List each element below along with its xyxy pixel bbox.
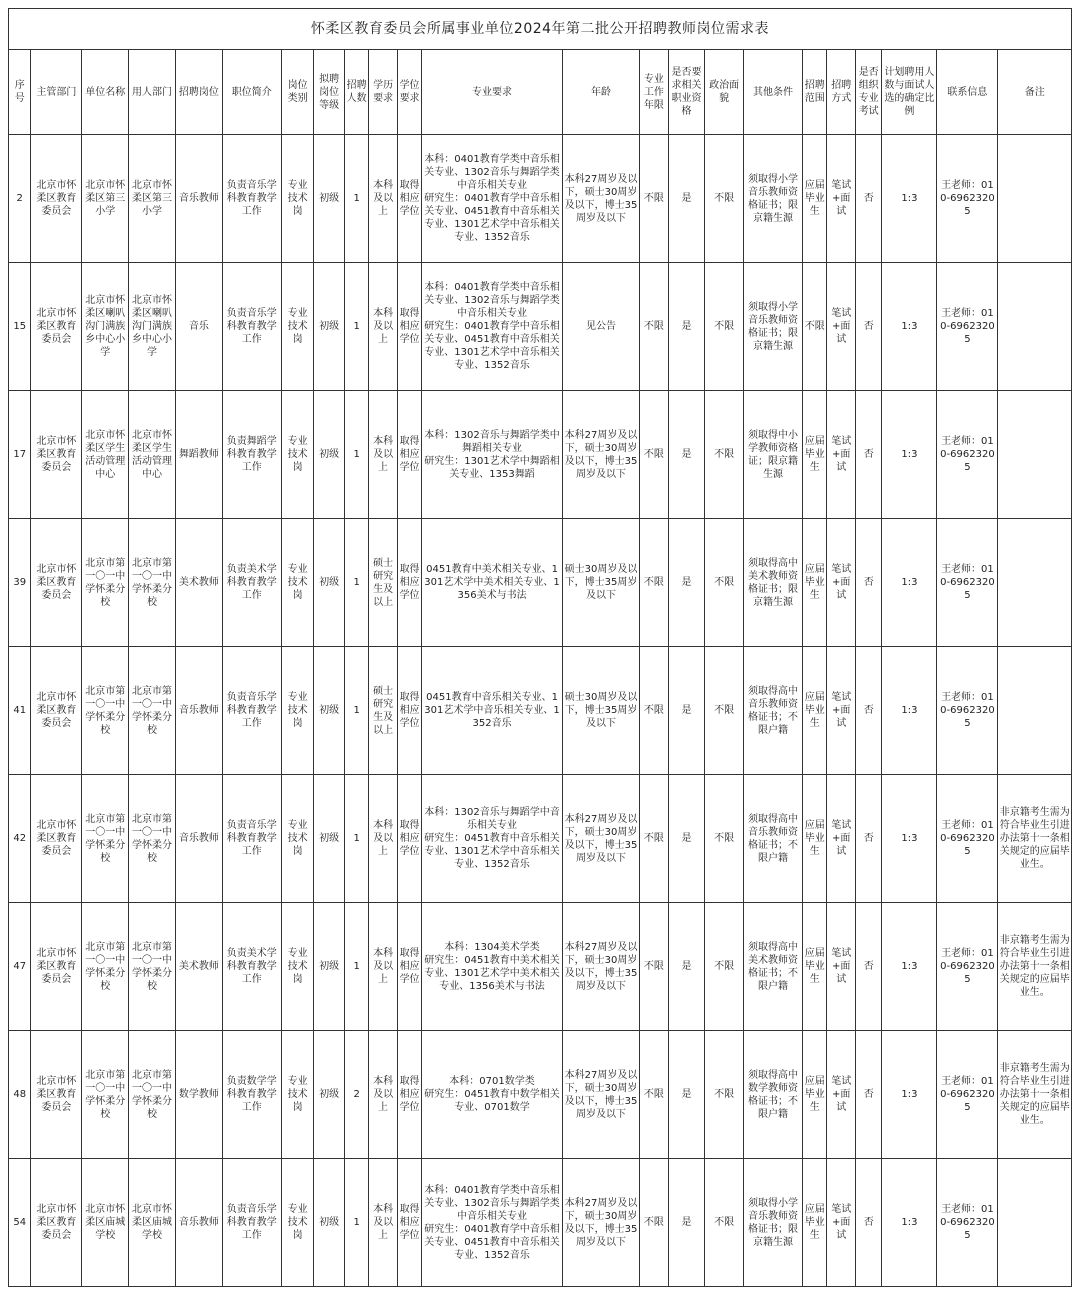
table-cell: 0451教育中音乐相关专业、1301艺术学中音乐相关专业、1352音乐 [422, 647, 563, 775]
table-cell: 否 [855, 135, 881, 263]
table-cell: 不限 [640, 1031, 669, 1159]
table-cell: 0451教育中美术相关专业、1301艺术学中美术相关专业、1356美术与书法 [422, 519, 563, 647]
column-header: 招聘范围 [803, 50, 827, 135]
table-cell: 负责音乐学科教育教学工作 [222, 263, 281, 391]
table-cell: 1 [344, 647, 368, 775]
table-cell: 1:3 [882, 647, 937, 775]
table-cell: 北京市第一〇一中学怀柔分校 [82, 519, 129, 647]
table-cell: 北京市第一〇一中学怀柔分校 [82, 903, 129, 1031]
table-cell: 是 [668, 263, 705, 391]
column-header: 备注 [998, 50, 1072, 135]
table-cell: 是 [668, 903, 705, 1031]
table-cell: 2 [9, 135, 31, 263]
table-cell: 北京市怀柔区教育委员会 [31, 135, 82, 263]
table-cell: 1:3 [882, 519, 937, 647]
table-row [9, 903, 1072, 1031]
table-cell: 是 [668, 775, 705, 903]
table-cell: 取得相应学位 [397, 647, 421, 775]
table-cell: 是 [668, 1031, 705, 1159]
table-cell: 北京市怀柔区庙城学校 [129, 1159, 176, 1287]
table-cell: 应届毕业生 [803, 391, 827, 519]
table-cell: 专业技术岗 [281, 775, 314, 903]
table-cell: 须取得中小学教师资格证；限京籍生源 [743, 391, 802, 519]
table-cell: 须取得小学音乐教师资格证书；限京籍生源 [743, 1159, 802, 1287]
table-cell: 1 [344, 263, 368, 391]
column-header: 岗位类别 [281, 50, 314, 135]
table-cell: 否 [855, 391, 881, 519]
table-cell: 应届毕业生 [803, 519, 827, 647]
column-header: 专业工作年限 [640, 50, 669, 135]
table-cell: 音乐教师 [175, 775, 222, 903]
column-header: 年龄 [562, 50, 639, 135]
table-cell: 应届毕业生 [803, 1031, 827, 1159]
table-cell: 须取得高中美术教师资格证书；限京籍生源 [743, 519, 802, 647]
table-cell: 1 [344, 135, 368, 263]
table-cell: 北京市第一〇一中学怀柔分校 [129, 647, 176, 775]
table-cell: 否 [855, 1159, 881, 1287]
table-cell: 1 [344, 775, 368, 903]
table-cell: 取得相应学位 [397, 519, 421, 647]
table-cell [998, 135, 1072, 263]
table-cell: 负责音乐学科教育教学工作 [222, 775, 281, 903]
table-cell: 负责美术学科教育教学工作 [222, 519, 281, 647]
column-header: 是否组织专业考试 [855, 50, 881, 135]
table-cell: 取得相应学位 [397, 775, 421, 903]
table-row [9, 263, 1072, 391]
table-cell: 美术教师 [175, 903, 222, 1031]
table-cell: 北京市怀柔区教育委员会 [31, 647, 82, 775]
table-cell: 北京市第一〇一中学怀柔分校 [82, 1031, 129, 1159]
table-cell: 初级 [314, 903, 345, 1031]
table-cell: 1:3 [882, 903, 937, 1031]
table-cell: 非京籍考生需为符合毕业生引进办法第十一条相关规定的应届毕业生。 [998, 903, 1072, 1031]
table-cell: 不限 [705, 263, 744, 391]
table-cell: 本科及以上 [369, 135, 398, 263]
table-cell: 是 [668, 391, 705, 519]
table-cell: 不限 [640, 647, 669, 775]
table-cell: 本科及以上 [369, 263, 398, 391]
column-header: 学历要求 [369, 50, 398, 135]
column-header: 其他条件 [743, 50, 802, 135]
table-cell: 初级 [314, 647, 345, 775]
table-cell: 北京市第一〇一中学怀柔分校 [129, 903, 176, 1031]
table-cell: 王老师：010-69623205 [937, 775, 998, 903]
table-cell: 须取得高中数学教师资格证书；不限户籍 [743, 1031, 802, 1159]
table-cell: 专业技术岗 [281, 903, 314, 1031]
table-cell: 不限 [640, 775, 669, 903]
table-cell: 本科27周岁及以下，硕士30周岁及以下，博士35周岁及以下 [562, 903, 639, 1031]
table-cell: 硕士研究生及以上 [369, 519, 398, 647]
table-cell: 笔试+面试 [827, 775, 856, 903]
table-cell: 本科27周岁及以下，硕士30周岁及以下，博士35周岁及以下 [562, 775, 639, 903]
table-cell: 美术教师 [175, 519, 222, 647]
table-cell: 否 [855, 519, 881, 647]
table-cell: 北京市怀柔区教育委员会 [31, 263, 82, 391]
table-cell: 否 [855, 1031, 881, 1159]
table-cell: 北京市怀柔区第三小学 [82, 135, 129, 263]
table-cell: 应届毕业生 [803, 135, 827, 263]
table-cell: 本科及以上 [369, 1031, 398, 1159]
table-cell: 硕士30周岁及以下，博士35周岁及以下 [562, 647, 639, 775]
table-cell: 是 [668, 519, 705, 647]
table-cell: 笔试+面试 [827, 519, 856, 647]
table-cell: 音乐教师 [175, 1159, 222, 1287]
table-cell: 王老师：010-69623205 [937, 1159, 998, 1287]
column-header: 用人部门 [129, 50, 176, 135]
column-header: 联系信息 [937, 50, 998, 135]
table-cell: 本科：1304美术学类 研究生：0451教育中美术相关专业、1301艺术学中美术相关专业、1356美术与书法 [422, 903, 563, 1031]
table-cell: 初级 [314, 391, 345, 519]
table-cell: 不限 [705, 903, 744, 1031]
table-cell: 初级 [314, 135, 345, 263]
table-cell: 不限 [640, 135, 669, 263]
table-cell: 否 [855, 263, 881, 391]
table-cell: 负责音乐学科教育教学工作 [222, 135, 281, 263]
table-cell: 本科：1302音乐与舞蹈学类中舞蹈相关专业 研究生：1301艺术学中舞蹈相关专业、1353舞蹈 [422, 391, 563, 519]
table-cell: 本科：0401教育学类中音乐相关专业、1302音乐与舞蹈学类中音乐相关专业 研究生：0401教育学中音乐相关专业、0451教育中音乐相关专业、1352音乐 [422, 1159, 563, 1287]
table-cell: 本科及以上 [369, 903, 398, 1031]
table-cell: 取得相应学位 [397, 1159, 421, 1287]
table-cell: 不限 [640, 263, 669, 391]
table-title: 怀柔区教育委员会所属事业单位2024年第二批公开招聘教师岗位需求表 [9, 9, 1072, 50]
table-row [9, 519, 1072, 647]
table-cell: 王老师：010-69623205 [937, 135, 998, 263]
table-cell: 笔试+面试 [827, 1159, 856, 1287]
table-cell: 不限 [705, 391, 744, 519]
table-cell: 1:3 [882, 391, 937, 519]
table-cell: 1:3 [882, 775, 937, 903]
table-cell: 48 [9, 1031, 31, 1159]
table-cell: 是 [668, 647, 705, 775]
table-cell: 北京市怀柔区教育委员会 [31, 519, 82, 647]
table-cell: 须取得高中音乐教师资格证书；不限户籍 [743, 647, 802, 775]
table-cell [998, 519, 1072, 647]
table-cell: 1:3 [882, 263, 937, 391]
table-row [9, 647, 1072, 775]
table-cell: 非京籍考生需为符合毕业生引进办法第十一条相关规定的应届毕业生。 [998, 775, 1072, 903]
table-cell: 否 [855, 647, 881, 775]
table-cell: 负责数学学科教育教学工作 [222, 1031, 281, 1159]
table-cell: 本科：0401教育学类中音乐相关专业、1302音乐与舞蹈学类中音乐相关专业 研究生：0401教育学中音乐相关专业、0451教育中音乐相关专业、1301艺术学中音乐相关专业、1352音乐 [422, 263, 563, 391]
table-cell: 北京市怀柔区教育委员会 [31, 903, 82, 1031]
table-cell: 不限 [705, 647, 744, 775]
table-cell: 笔试+面试 [827, 647, 856, 775]
table-cell: 54 [9, 1159, 31, 1287]
table-cell: 王老师：010-69623205 [937, 263, 998, 391]
table-row [9, 135, 1072, 263]
table-cell: 笔试+面试 [827, 903, 856, 1031]
table-cell: 专业技术岗 [281, 135, 314, 263]
table-cell: 音乐教师 [175, 647, 222, 775]
table-cell: 47 [9, 903, 31, 1031]
table-cell: 初级 [314, 775, 345, 903]
table-cell: 2 [344, 1031, 368, 1159]
table-cell: 笔试+面试 [827, 135, 856, 263]
table-cell: 否 [855, 903, 881, 1031]
table-cell: 不限 [640, 391, 669, 519]
table-cell: 北京市第一〇一中学怀柔分校 [129, 1031, 176, 1159]
table-body [9, 135, 1072, 1287]
table-cell: 负责舞蹈学科教育教学工作 [222, 391, 281, 519]
table-cell: 39 [9, 519, 31, 647]
table-cell: 北京市怀柔区教育委员会 [31, 1159, 82, 1287]
table-cell: 否 [855, 775, 881, 903]
table-cell: 初级 [314, 1031, 345, 1159]
table-cell: 王老师：010-69623205 [937, 519, 998, 647]
table-cell: 应届毕业生 [803, 775, 827, 903]
table-cell: 初级 [314, 519, 345, 647]
table-cell: 须取得小学音乐教师资格证书；限京籍生源 [743, 263, 802, 391]
table-cell: 音乐 [175, 263, 222, 391]
column-header: 主管部门 [31, 50, 82, 135]
column-header: 政治面貌 [705, 50, 744, 135]
table-cell: 取得相应学位 [397, 391, 421, 519]
table-cell: 硕士30周岁及以下，博士35周岁及以下 [562, 519, 639, 647]
column-header: 单位名称 [82, 50, 129, 135]
table-cell: 专业技术岗 [281, 519, 314, 647]
table-cell: 本科27周岁及以下，硕士30周岁及以下，博士35周岁及以下 [562, 1031, 639, 1159]
table-cell: 须取得高中音乐教师资格证书；不限户籍 [743, 775, 802, 903]
table-cell: 北京市怀柔区学生活动管理中心 [129, 391, 176, 519]
table-cell: 专业技术岗 [281, 1031, 314, 1159]
table-cell: 本科27周岁及以下，硕士30周岁及以下，博士35周岁及以下 [562, 1159, 639, 1287]
table-cell: 王老师：010-69623205 [937, 647, 998, 775]
table-cell: 不限 [640, 1159, 669, 1287]
table-cell [998, 1159, 1072, 1287]
table-cell: 本科及以上 [369, 391, 398, 519]
table-cell: 初级 [314, 1159, 345, 1287]
table-cell: 不限 [705, 519, 744, 647]
table-cell: 北京市第一〇一中学怀柔分校 [129, 775, 176, 903]
table-cell: 硕士研究生及以上 [369, 647, 398, 775]
table-cell: 负责音乐学科教育教学工作 [222, 1159, 281, 1287]
table-cell: 1:3 [882, 135, 937, 263]
table-row [9, 1031, 1072, 1159]
table-cell: 北京市怀柔区庙城学校 [82, 1159, 129, 1287]
table-cell: 不限 [705, 135, 744, 263]
table-cell: 不限 [640, 519, 669, 647]
table-cell: 北京市第一〇一中学怀柔分校 [82, 775, 129, 903]
table-cell: 本科：0701数学类 研究生：0451教育中数学相关专业、0701数学 [422, 1031, 563, 1159]
table-cell [998, 647, 1072, 775]
table-cell: 数学教师 [175, 1031, 222, 1159]
table-cell: 不限 [705, 1031, 744, 1159]
recruitment-table [8, 8, 1072, 1287]
table-cell: 17 [9, 391, 31, 519]
column-header: 序号 [9, 50, 31, 135]
table-cell: 41 [9, 647, 31, 775]
table-cell: 北京市怀柔区教育委员会 [31, 391, 82, 519]
table-cell: 笔试+面试 [827, 263, 856, 391]
table-cell: 舞蹈教师 [175, 391, 222, 519]
column-header: 招聘岗位 [175, 50, 222, 135]
table-cell: 音乐教师 [175, 135, 222, 263]
table-cell: 本科27周岁及以下，硕士30周岁及以下，博士35周岁及以下 [562, 391, 639, 519]
table-cell: 王老师：010-69623205 [937, 391, 998, 519]
table-cell: 王老师：010-69623205 [937, 903, 998, 1031]
table-cell: 1 [344, 519, 368, 647]
table-cell: 王老师：010-69623205 [937, 1031, 998, 1159]
table-row [9, 391, 1072, 519]
table-cell: 本科27周岁及以下，硕士30周岁及以下，博士35周岁及以下 [562, 135, 639, 263]
recruitment-table-sheet [8, 8, 1072, 1287]
table-cell: 取得相应学位 [397, 903, 421, 1031]
column-header: 专业要求 [422, 50, 563, 135]
table-cell: 本科及以上 [369, 1159, 398, 1287]
column-header: 学位要求 [397, 50, 421, 135]
table-cell: 北京市怀柔区喇叭沟门满族乡中心小学 [129, 263, 176, 391]
column-header: 计划聘用人数与面试人选的确定比例 [882, 50, 937, 135]
table-cell: 1 [344, 1159, 368, 1287]
table-cell: 不限 [640, 903, 669, 1031]
column-header: 是否要求相关职业资格 [668, 50, 705, 135]
table-cell: 42 [9, 775, 31, 903]
table-cell: 专业技术岗 [281, 647, 314, 775]
table-cell: 北京市第一〇一中学怀柔分校 [82, 647, 129, 775]
table-cell: 是 [668, 1159, 705, 1287]
table-row [9, 775, 1072, 903]
column-header: 拟聘岗位等级 [314, 50, 345, 135]
table-cell: 非京籍考生需为符合毕业生引进办法第十一条相关规定的应届毕业生。 [998, 1031, 1072, 1159]
table-cell: 本科：0401教育学类中音乐相关专业、1302音乐与舞蹈学类中音乐相关专业 研究生：0401教育学中音乐相关专业、0451教育中音乐相关专业、1301艺术学中音乐相关专业、1352音乐 [422, 135, 563, 263]
table-cell: 负责音乐学科教育教学工作 [222, 647, 281, 775]
table-cell: 1 [344, 903, 368, 1031]
table-cell: 取得相应学位 [397, 263, 421, 391]
table-cell: 专业技术岗 [281, 263, 314, 391]
table-cell: 见公告 [562, 263, 639, 391]
table-cell: 应届毕业生 [803, 1159, 827, 1287]
column-header: 招聘人数 [344, 50, 368, 135]
table-cell: 取得相应学位 [397, 135, 421, 263]
table-cell: 应届毕业生 [803, 903, 827, 1031]
table-cell: 北京市第一〇一中学怀柔分校 [129, 519, 176, 647]
table-cell: 北京市怀柔区学生活动管理中心 [82, 391, 129, 519]
table-cell: 须取得小学音乐教师资格证书；限京籍生源 [743, 135, 802, 263]
table-cell: 15 [9, 263, 31, 391]
table-cell: 应届毕业生 [803, 647, 827, 775]
table-cell: 专业技术岗 [281, 1159, 314, 1287]
table-cell: 1:3 [882, 1159, 937, 1287]
table-cell: 北京市怀柔区第三小学 [129, 135, 176, 263]
table-cell: 专业技术岗 [281, 391, 314, 519]
table-cell: 1:3 [882, 1031, 937, 1159]
table-cell: 初级 [314, 263, 345, 391]
table-cell: 负责美术学科教育教学工作 [222, 903, 281, 1031]
table-cell: 本科及以上 [369, 775, 398, 903]
table-cell: 北京市怀柔区教育委员会 [31, 1031, 82, 1159]
table-cell: 北京市怀柔区喇叭沟门满族乡中心小学 [82, 263, 129, 391]
table-cell: 不限 [705, 775, 744, 903]
table-row [9, 1159, 1072, 1287]
table-cell: 须取得高中美术教师资格证书；不限户籍 [743, 903, 802, 1031]
table-cell: 取得相应学位 [397, 1031, 421, 1159]
table-cell: 本科：1302音乐与舞蹈学中音乐相关专业 研究生：0451教育中音乐相关专业、1301艺术学中音乐相关专业、1352音乐 [422, 775, 563, 903]
table-cell: 1 [344, 391, 368, 519]
table-cell: 北京市怀柔区教育委员会 [31, 775, 82, 903]
table-cell [998, 391, 1072, 519]
table-cell: 不限 [803, 263, 827, 391]
table-cell: 是 [668, 135, 705, 263]
table-cell: 笔试+面试 [827, 1031, 856, 1159]
table-cell: 不限 [705, 1159, 744, 1287]
column-header: 职位简介 [222, 50, 281, 135]
table-cell [998, 263, 1072, 391]
table-cell: 笔试+面试 [827, 391, 856, 519]
column-header: 招聘方式 [827, 50, 856, 135]
header-row [9, 50, 1072, 135]
